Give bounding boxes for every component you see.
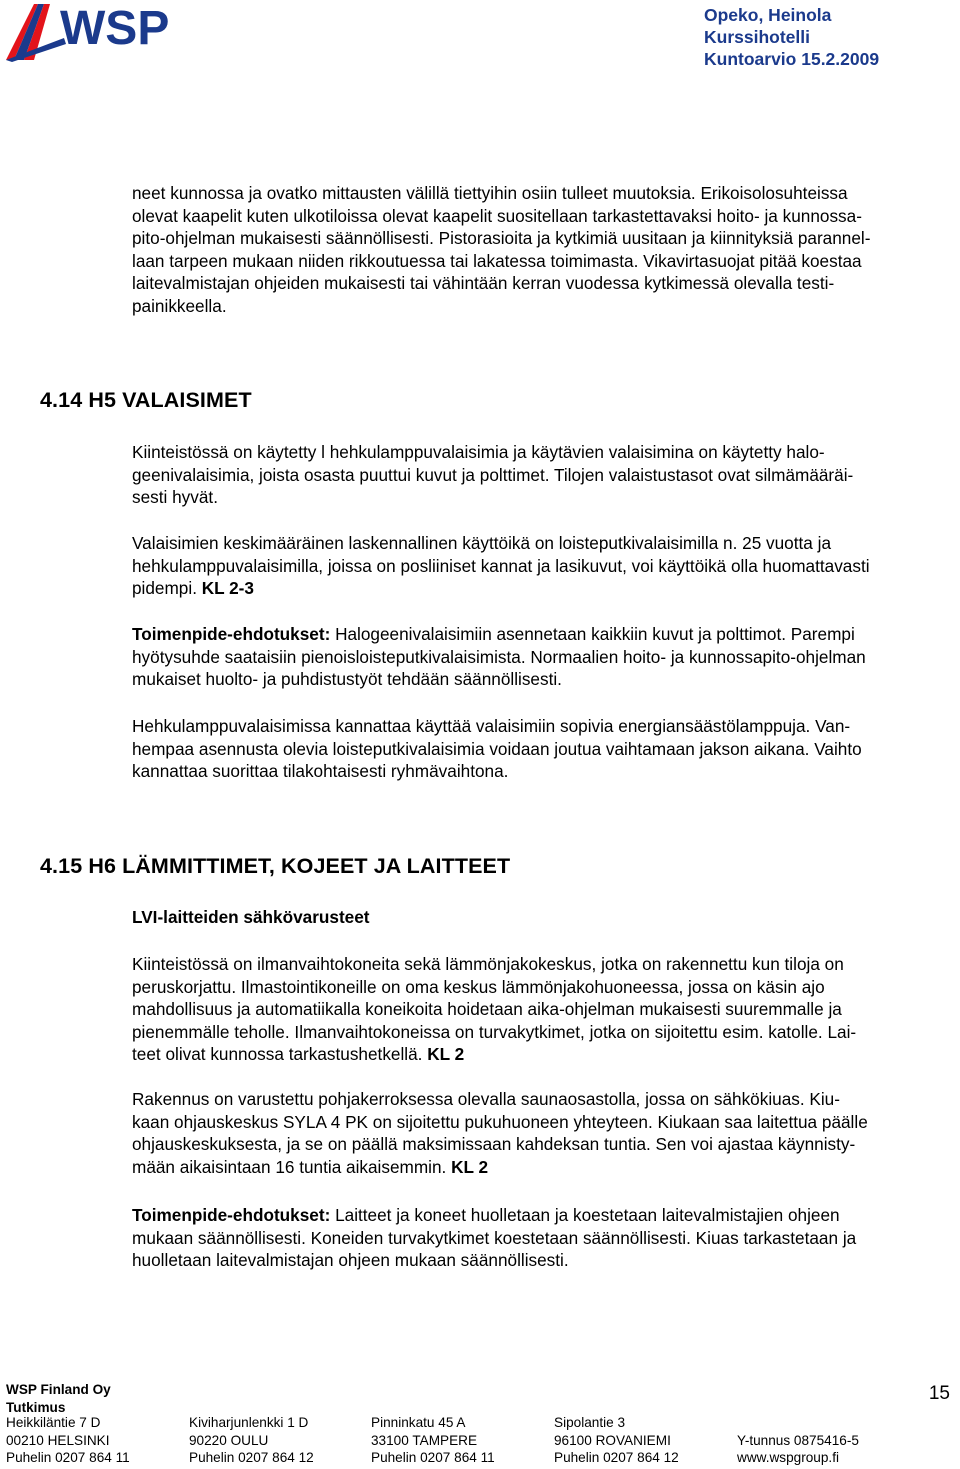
text-line: Kiinteistössä on käytetty l hehkulamppuvalaisimia ja käytävien valaisimina on käytetty halo-: [132, 442, 825, 462]
office-postcode: 90220 OULU: [189, 1432, 269, 1448]
company-name: WSP Finland Oy: [6, 1382, 111, 1397]
text-span: pidempi.: [132, 578, 202, 598]
footer-office-rovaniemi: [554, 1414, 679, 1467]
text-line: [132, 1204, 932, 1227]
office-phone: Puhelin 0207 864 11: [6, 1450, 130, 1465]
section-4-15-paragraph-2: [132, 1088, 932, 1178]
office-phone: Puhelin 0207 864 12: [554, 1450, 679, 1465]
text-line: huolletaan laitevalmistajan ohjeen mukaan säännöllisesti.: [132, 1250, 569, 1270]
text-line: mukaiset huolto- ja puhdistustyöt tehdään säännöllisesti.: [132, 669, 562, 689]
section-4-14-paragraph-4: [132, 715, 932, 783]
text-line: painikkeella.: [132, 295, 227, 316]
text-line: [132, 577, 932, 600]
office-address: Sipolantie 3: [554, 1415, 626, 1430]
text-span: teet olivat kunnossa tarkastushetkellä.: [132, 1044, 428, 1064]
office-phone: Puhelin 0207 864 11: [371, 1450, 495, 1465]
footer-office-tampere: [371, 1414, 495, 1467]
company-unit: Tutkimus: [6, 1399, 66, 1415]
section-4-15-action-proposals: [132, 1204, 932, 1272]
text-line: kannattaa suorittaa tilakohtaisesti ryhmävaihtona.: [132, 761, 509, 781]
text-line: [132, 1156, 932, 1179]
section-4-14-paragraph-1: [132, 441, 932, 509]
section-4-14-action-proposals: [132, 623, 932, 691]
office-address: Heikkiläntie 7 D: [6, 1415, 101, 1430]
section-4-14-paragraph-2: [132, 532, 932, 600]
text-line: kaan ohjauskeskus SYLA 4 PK on sijoitettu pukuhuoneen yhteyteen. Kiukaan saa laitettua päälle: [132, 1111, 868, 1132]
text-line: ohjauskeskuksesta, ja se on päällä maksimissaan kahdeksan tuntia. Sen voi ajastaa käynnisty-: [132, 1134, 856, 1154]
header-line-project: Opeko, Heinola: [704, 5, 832, 25]
text-span: Halogeenivalaisimiin asennetaan kaikkiin kuvut ja polttimot. Parempi: [330, 624, 855, 644]
text-line: pienemmälle teholle. Ilmanvaihtokoneissa on turvakytkimet, jotka on sijoitettu esim. katolle. Lai-: [132, 1021, 857, 1042]
section-4-15-paragraph-1: [132, 953, 932, 1066]
text-span: Laitteet ja koneet huolletaan ja koestetaan laitevalmistajien ohjeen: [330, 1205, 840, 1225]
intro-paragraph: [132, 182, 932, 317]
office-address: Kiviharjunlenkki 1 D: [189, 1415, 309, 1430]
office-phone: Puhelin 0207 864 12: [189, 1450, 314, 1465]
footer-office-helsinki: [6, 1414, 130, 1467]
document-header: [704, 4, 894, 70]
condition-class: KL 2: [451, 1156, 489, 1177]
section-heading-4-15: 4.15 H6 LÄMMITTIMET, KOJEET JA LAITTEET: [40, 854, 511, 878]
footer-company: [6, 1381, 111, 1416]
office-postcode: 96100 ROVANIEMI: [554, 1432, 671, 1448]
text-line: Hehkulamppuvalaisimissa kannattaa käyttää valaisimiin sopivia energiansäästölamppuja. Van-: [132, 716, 851, 736]
section-heading-4-14: 4.14 H5 VALAISIMET: [40, 388, 252, 412]
header-line-building: Kurssihotelli: [704, 27, 810, 47]
footer-company-info: [737, 1414, 859, 1467]
text-line: geenivalaisimia, joista osasta puuttui kuvut ja polttimet. Tilojen valaistustasot ovat silmämääräi-: [132, 464, 854, 485]
text-line: Kiinteistössä on ilmanvaihtokoneita sekä lämmönjakokeskus, jotka on rakennettu kun tiloja on: [132, 954, 844, 974]
text-line: sesti hyvät.: [132, 487, 218, 507]
header-line-report: Kuntoarvio 15.2.2009: [704, 49, 880, 69]
logo-text: WSP: [60, 2, 170, 55]
action-label: Toimenpide-ehdotukset:: [132, 1205, 331, 1225]
info-blank: [737, 1414, 859, 1432]
text-line: hyötysuhde saataisiin pienoisloisteputkivalaisimista. Normaalien hoito- ja kunnossapito-ohjelman: [132, 646, 866, 667]
text-line: pito-ohjelman mukaisesti säännöllisesti. Pistorasioita ja kytkimiä uusitaan ja kiinnityksiä parannel-: [132, 228, 871, 248]
office-postcode: 33100 TAMPERE: [371, 1432, 478, 1448]
text-line: mukaan säännöllisesti. Koneiden turvakytkimet koestetaan säännöllisesti. Kiuas tarkastetaan ja: [132, 1227, 857, 1248]
footer-office-oulu: [189, 1414, 314, 1467]
text-span: mään aikaisintaan 16 tuntia aikaisemmin.: [132, 1156, 452, 1177]
page-number: 15: [928, 1383, 950, 1404]
text-line: [132, 1043, 932, 1066]
text-line: olevat kaapelit kuten ulkotiloissa olevat kaapelit suositellaan tarkastettavaksi hoito- ja kunnossa-: [132, 205, 862, 226]
office-postcode: 00210 HELSINKI: [6, 1432, 110, 1448]
subheading-lvi: LVI-laitteiden sähkövarusteet: [132, 907, 370, 927]
text-line: mahdollisuus ja automatiikalla koneikoita hoidetaan aika-ohjelman mukaisesti suuremmalle ja: [132, 999, 842, 1019]
condition-class: KL 2-3: [201, 578, 254, 598]
text-line: [132, 623, 932, 646]
action-label: Toimenpide-ehdotukset:: [132, 624, 331, 644]
text-line: laan tarpeen mukaan niiden rikkoutuessa tai lakatessa toimimasta. Vikavirtasuojat pitää koestaa: [132, 250, 862, 271]
text-line: Rakennus on varustettu pohjakerroksessa olevalla saunaosastolla, jossa on sähkökiuas. Kiu-: [132, 1089, 840, 1109]
wsp-logo: [4, 0, 204, 62]
text-line: hehkulamppuvalaisimilla, joissa on posliiniset kannat ja lasikuvut, voi käyttöikä olla huomattavasti: [132, 555, 870, 576]
text-line: peruskorjattu. Ilmastointikoneille on oma keskus lämmönjakohuoneessa, jossa on käsin ajo: [132, 976, 825, 997]
website-link: www.wspgroup.fi: [737, 1450, 839, 1465]
text-line: Valaisimien keskimääräinen laskennallinen käyttöikä on loisteputkivalaisimilla n. 25 vuotta ja: [132, 533, 832, 553]
text-line: neet kunnossa ja ovatko mittausten välillä tiettyihin osiin tulleet muutoksia. Erikoisolosuhteissa: [132, 183, 848, 203]
office-address: Pinninkatu 45 A: [371, 1415, 466, 1430]
business-id: Y-tunnus 0875416-5: [737, 1432, 859, 1448]
condition-class: KL 2: [427, 1044, 465, 1064]
text-line: hempaa asennusta olevia loisteputkivalaisimia voidaan joutua vaihtamaan jakson aikana. Vaihto: [132, 738, 862, 759]
text-line: laitevalmistajan ohjeiden mukaisesti tai vähintään kerran vuodessa kytkimessä olevalla testi-: [132, 273, 835, 293]
